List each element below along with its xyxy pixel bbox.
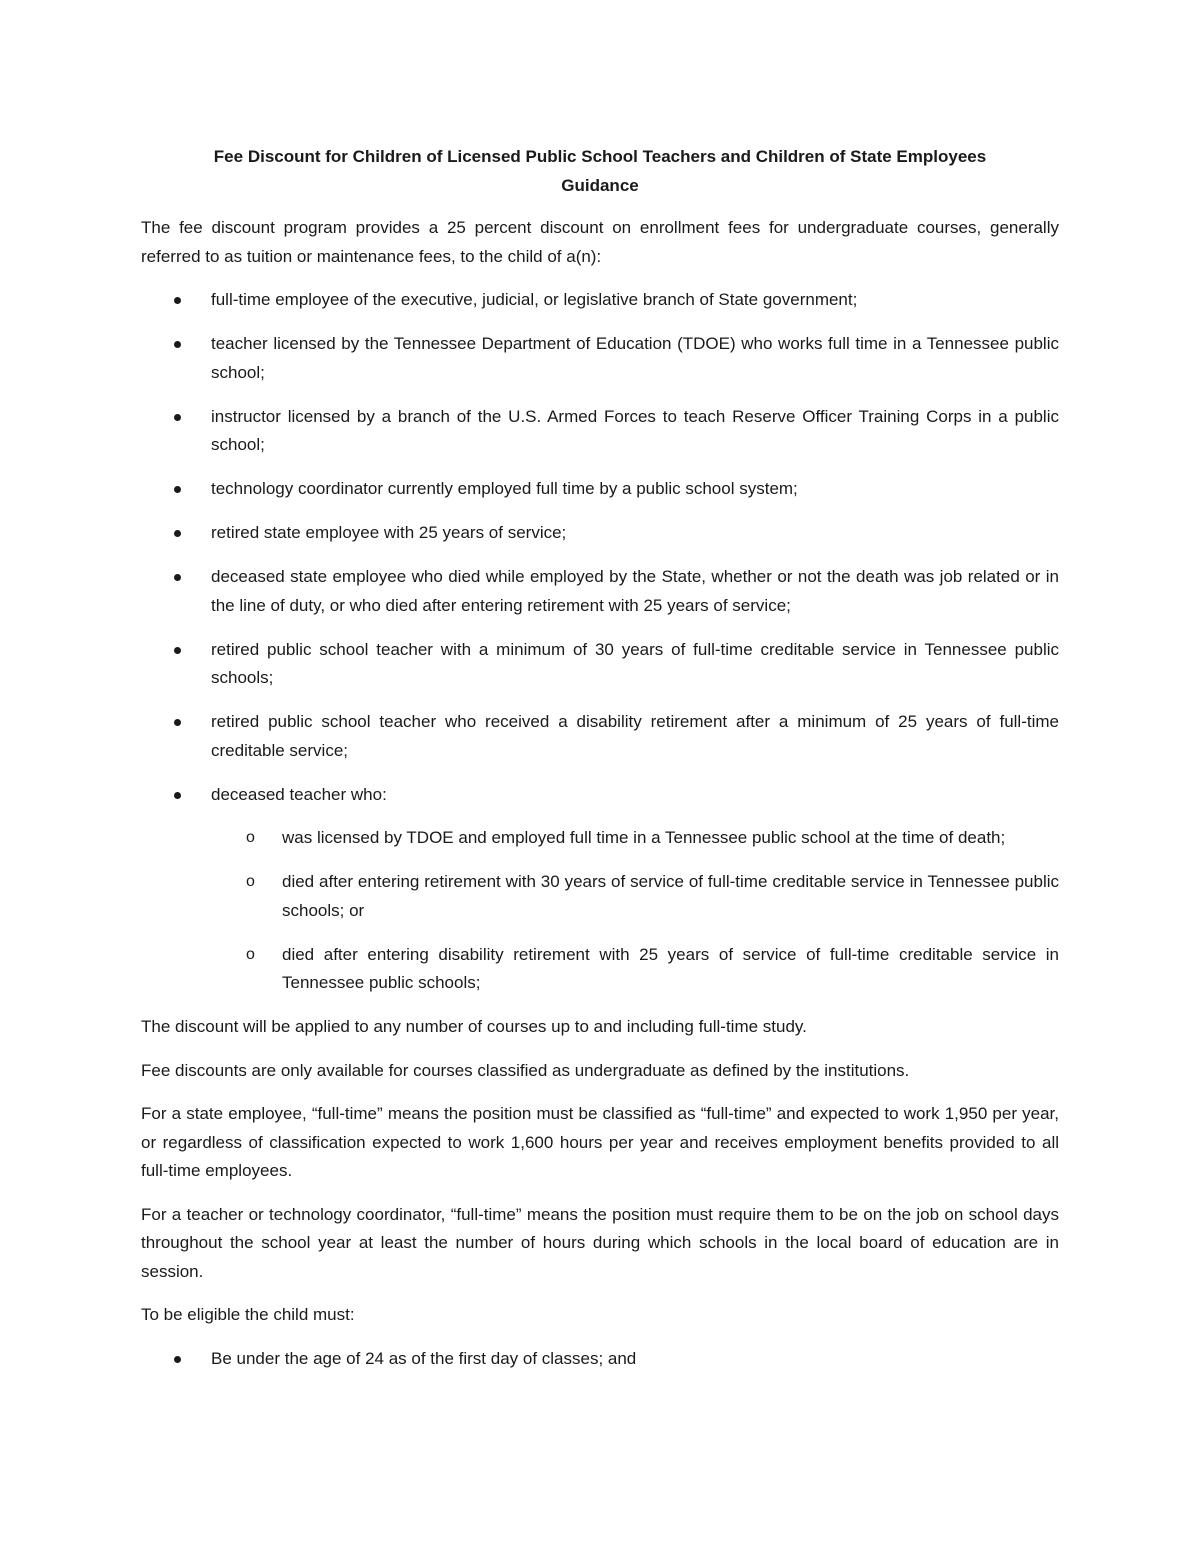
bullet-icon xyxy=(174,414,181,421)
list-item-text: deceased teacher who: xyxy=(211,784,387,804)
bullet-icon xyxy=(174,297,181,304)
deceased-teacher-conditions-list xyxy=(211,824,1059,998)
list-item-text: instructor licensed by a branch of the U.S. Armed Forces to teach Reserve Officer Training Corps in a public school; xyxy=(211,406,1059,454)
bullet-icon xyxy=(174,1356,181,1363)
sub-list-item-text: died after entering retirement with 30 years of service of full-time creditable service in Tennessee public schools; or xyxy=(282,872,1059,920)
list-item-text: technology coordinator currently employed full time by a public school system; xyxy=(211,479,798,498)
list-item xyxy=(141,403,1059,460)
bullet-icon xyxy=(174,341,181,348)
sub-list-item xyxy=(141,824,1059,853)
child-eligible-paragraph: To be eligible the child must: xyxy=(141,1305,355,1324)
list-item-text: full-time employee of the executive, judicial, or legislative branch of State government; xyxy=(211,290,858,309)
teacher-fulltime-paragraph: For a teacher or technology coordinator, “full-time” means the position must require them to be on the job on school days throughout the school year at least the number of hours during which schools in the local board of education are in session. xyxy=(141,1204,1059,1281)
list-item xyxy=(141,1345,1059,1374)
bullet-icon xyxy=(174,486,181,493)
list-item xyxy=(141,286,1059,315)
title-line-2: Guidance xyxy=(561,175,639,195)
bullet-icon xyxy=(174,574,181,581)
list-item-text: deceased state employee who died while employed by the State, whether or not the death was job related or in the line of duty, or who died after entering retirement with 25 years of service; xyxy=(211,567,1059,615)
bullet-icon xyxy=(174,792,181,799)
list-item xyxy=(141,330,1059,387)
intro-paragraph: The fee discount program provides a 25 percent discount on enrollment fees for undergraduate courses, generally referred to as tuition or maintenance fees, to the child of a(n): xyxy=(141,218,1059,266)
courses-paragraph: The discount will be applied to any number of courses up to and including full-time study. xyxy=(141,1017,807,1036)
list-item-text: teacher licensed by the Tennessee Department of Education (TDOE) who works full time in a Tennessee public school; xyxy=(211,334,1059,382)
list-item xyxy=(141,519,1059,548)
document-title xyxy=(141,143,1059,200)
list-item-text: retired public school teacher with a minimum of 30 years of full-time creditable service in Tennessee public schools; xyxy=(211,639,1059,687)
list-item-text: retired public school teacher who received a disability retirement after a minimum of 25 years of full-time creditable service; xyxy=(211,712,1059,760)
list-item-text: Be under the age of 24 as of the first day of classes; and xyxy=(211,1348,637,1368)
list-item xyxy=(141,708,1059,765)
bullet-icon xyxy=(174,647,181,654)
list-item xyxy=(141,636,1059,693)
title-line-1: Fee Discount for Children of Licensed Public School Teachers and Children of State Employees xyxy=(213,147,987,166)
bullet-icon xyxy=(174,530,181,537)
sub-list-item xyxy=(141,941,1059,998)
circle-bullet-icon: o xyxy=(246,945,255,963)
undergrad-paragraph: Fee discounts are only available for courses classified as undergraduate as defined by the institutions. xyxy=(141,1060,910,1080)
state-fulltime-paragraph: For a state employee, “full-time” means the position must be classified as “full-time” and expected to work 1,950 per year, or regardless of classification expected to work 1,600 hours per year and receives employment benefits provided to all full-time employees. xyxy=(141,1104,1059,1180)
list-item xyxy=(141,475,1059,504)
circle-bullet-icon: o xyxy=(246,829,255,846)
list-item xyxy=(141,781,1059,998)
list-item xyxy=(141,563,1059,620)
eligible-parents-list xyxy=(141,286,1059,998)
document-page xyxy=(141,143,1059,1389)
circle-bullet-icon: o xyxy=(246,873,255,890)
sub-list-item-text: died after entering disability retirement with 25 years of service of full-time creditable service in Tennessee public schools; xyxy=(282,944,1059,992)
child-requirements-list xyxy=(141,1345,1059,1374)
sub-list-item xyxy=(141,868,1059,925)
list-item-text: retired state employee with 25 years of service; xyxy=(211,523,567,542)
bullet-icon xyxy=(174,719,181,726)
sub-list-item-text: was licensed by TDOE and employed full time in a Tennessee public school at the time of death; xyxy=(282,828,1006,847)
